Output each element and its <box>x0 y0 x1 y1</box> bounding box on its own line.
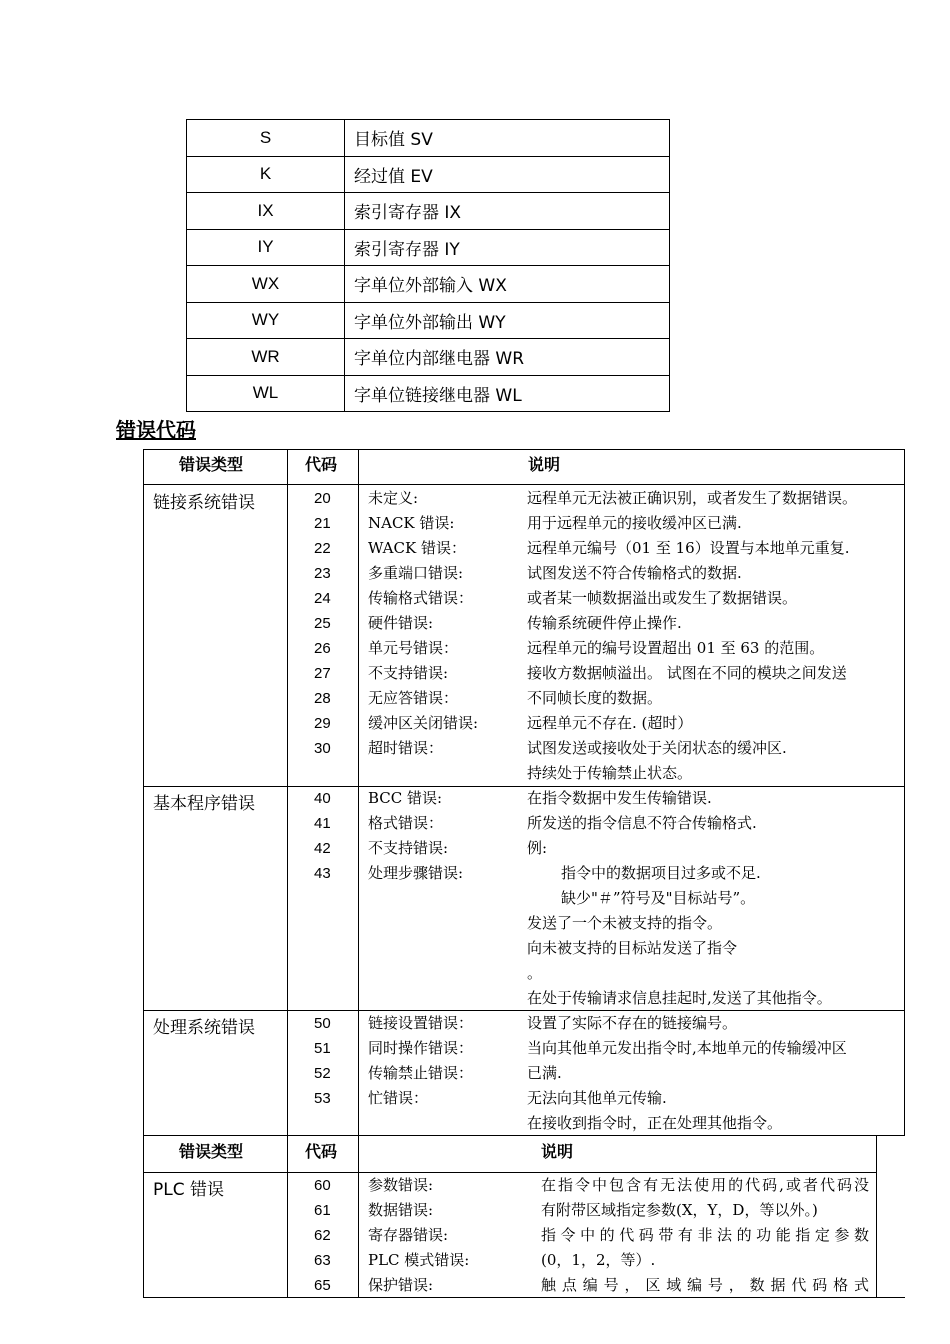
codes-link <box>314 486 334 761</box>
error-code: 43 <box>314 865 331 882</box>
device-desc: 字单位内部继电器 WR <box>345 339 670 376</box>
error-code: 27 <box>314 665 331 682</box>
error-code: 29 <box>314 715 331 732</box>
header2-code: 代码 <box>305 1142 338 1161</box>
section-heading: 错误代码 <box>116 418 196 442</box>
error-code: 62 <box>314 1227 331 1244</box>
device-desc: 目标值 SV <box>345 120 670 157</box>
error-name: 传输禁止错误： <box>368 1064 474 1082</box>
error-description: 或者某一帧数据溢出或发生了数据错误。 <box>527 589 798 607</box>
codes-basic <box>314 786 334 886</box>
device-row <box>187 156 670 193</box>
device-desc: 经过值 EV <box>345 156 670 193</box>
error-code: 60 <box>314 1177 331 1194</box>
error-code: 22 <box>314 540 331 557</box>
error-description: 远程单元的编号设置超出 01 至 63 的范围。 <box>527 639 825 657</box>
error-description: 试图发送或接收处于关闭状态的缓冲区. <box>527 739 787 757</box>
error-name: BCC 错误: <box>368 789 443 807</box>
error-name: 格式错误： <box>368 814 444 832</box>
error-name: 无应答错误： <box>368 689 459 707</box>
error-description: 指令中的代码带有非法的功能指定参数 <box>541 1226 869 1244</box>
error-description: 已满. <box>527 1064 562 1082</box>
error-code: 30 <box>314 740 331 757</box>
device-row <box>187 120 670 157</box>
device-code: WL <box>187 375 345 412</box>
device-row <box>187 302 670 339</box>
error-code: 23 <box>314 565 331 582</box>
header-code: 代码 <box>305 455 338 474</box>
category-link: 链接系统错误 <box>153 493 255 513</box>
error-name: 数据错误: <box>368 1201 434 1219</box>
error-name: WACK 错误： <box>368 539 466 557</box>
error-description: 持续处于传输禁止状态。 <box>527 764 693 782</box>
error-name: 多重端口错误: <box>368 564 464 582</box>
error-description: 设置了实际不存在的链接编号。 <box>527 1014 738 1032</box>
error-description: 不同帧长度的数据。 <box>527 689 663 707</box>
error-code: 65 <box>314 1277 331 1294</box>
error-name: 寄存器错误: <box>368 1226 449 1244</box>
error-code: 61 <box>314 1202 331 1219</box>
error-code: 21 <box>314 515 331 532</box>
error-description: 试图发送不符合传输格式的数据. <box>527 564 742 582</box>
error-description: 所发送的指令信息不符合传输格式. <box>527 814 757 832</box>
error-name: 不支持错误: <box>368 664 449 682</box>
error-name: 忙错误： <box>368 1089 429 1107</box>
device-desc: 字单位外部输入 WX <box>345 266 670 303</box>
names-plc <box>368 1173 469 1298</box>
error-code: 26 <box>314 640 331 657</box>
codes-plc <box>314 1173 334 1298</box>
category-plc: PLC 错误 <box>153 1180 224 1200</box>
error-description: 在指令数据中发生传输错误. <box>527 789 712 807</box>
device-code: IX <box>187 193 345 230</box>
error-description: 触点编号，区域编号，数据代码格式 <box>541 1276 869 1294</box>
header-type: 错误类型 <box>179 455 244 474</box>
desc-link <box>527 486 857 786</box>
error-description: 在指令中包含有无法使用的代码,或者代码没 <box>541 1176 869 1194</box>
error-description: (0，1，2，等）. <box>541 1251 656 1269</box>
desc-process <box>527 1011 847 1136</box>
error-description: 远程单元编号（01 至 16）设置与本地单元重复. <box>527 539 850 557</box>
error-name: 处理步骤错误: <box>368 864 464 882</box>
error-code: 20 <box>314 490 331 507</box>
error-name: 单元号错误： <box>368 639 459 657</box>
error-description: 指令中的数据项目过多或不足. <box>561 864 761 882</box>
header2-type: 错误类型 <box>179 1142 244 1161</box>
error-description: 在处于传输请求信息挂起时,发送了其他指令。 <box>527 989 832 1007</box>
device-row <box>187 266 670 303</box>
error-name: 参数错误: <box>368 1176 434 1194</box>
error-code: 53 <box>314 1090 331 1107</box>
error-description: 发送了一个未被支持的指令。 <box>527 914 723 932</box>
error-code: 50 <box>314 1015 331 1032</box>
error-description: 远程单元无法被正确识别，或者发生了数据错误。 <box>527 489 858 507</box>
error-code: 42 <box>314 840 331 857</box>
error-name: NACK 错误: <box>368 514 455 532</box>
error-description: 。 <box>527 964 543 982</box>
device-desc: 字单位外部输出 WY <box>345 302 670 339</box>
error-name: 同时操作错误： <box>368 1039 474 1057</box>
error-description: 向未被支持的目标站发送了指令 <box>527 939 738 957</box>
device-desc: 索引寄存器 IX <box>345 193 670 230</box>
device-code: WY <box>187 302 345 339</box>
error-code: 24 <box>314 590 331 607</box>
error-name: 超时错误： <box>368 739 444 757</box>
desc-basic <box>527 786 832 1011</box>
device-row <box>187 375 670 412</box>
error-name: 保护错误: <box>368 1276 434 1294</box>
error-description: 远程单元不存在. (超时） <box>527 714 693 732</box>
device-code: S <box>187 120 345 157</box>
error-name: 链接设置错误： <box>368 1014 474 1032</box>
error-description: 传输系统硬件停止操作. <box>527 614 682 632</box>
device-row <box>187 193 670 230</box>
error-code: 40 <box>314 790 331 807</box>
desc-plc <box>541 1173 869 1298</box>
error-name: 硬件错误: <box>368 614 434 632</box>
error-code: 51 <box>314 1040 331 1057</box>
error-description: 接收方数据帧溢出。 试图在不同的模块之间发送 <box>527 664 847 682</box>
error-name: 传输格式错误： <box>368 589 474 607</box>
device-code: K <box>187 156 345 193</box>
header2-desc: 说明 <box>541 1142 574 1161</box>
header-desc: 说明 <box>528 455 561 474</box>
device-row <box>187 339 670 376</box>
error-code: 63 <box>314 1252 331 1269</box>
error-description: 无法向其他单元传输. <box>527 1089 667 1107</box>
error-description: 有附带区域指定参数(X，Y，D，等以外。) <box>541 1201 818 1219</box>
device-desc: 字单位链接继电器 WL <box>345 375 670 412</box>
error-code: 41 <box>314 815 331 832</box>
device-table <box>186 119 670 412</box>
error-description: 在接收到指令时，正在处理其他指令。 <box>527 1114 783 1132</box>
device-code: WR <box>187 339 345 376</box>
category-basic: 基本程序错误 <box>153 794 255 814</box>
names-link <box>368 486 478 761</box>
error-name: 不支持错误: <box>368 839 449 857</box>
codes-process <box>314 1011 334 1111</box>
error-description: 用于远程单元的接收缓冲区已满. <box>527 514 742 532</box>
device-code: IY <box>187 229 345 266</box>
names-basic <box>368 786 463 886</box>
names-process <box>368 1011 473 1111</box>
category-process: 处理系统错误 <box>153 1018 255 1038</box>
error-description: 例: <box>527 839 548 857</box>
error-name: 未定义: <box>368 489 419 507</box>
error-code: 28 <box>314 690 331 707</box>
device-desc: 索引寄存器 IY <box>345 229 670 266</box>
error-code: 52 <box>314 1065 331 1082</box>
device-code: WX <box>187 266 345 303</box>
device-row <box>187 229 670 266</box>
error-code: 25 <box>314 615 331 632</box>
error-name: 缓冲区关闭错误: <box>368 714 479 732</box>
error-description: 当向其他单元发出指令时,本地单元的传输缓冲区 <box>527 1039 847 1057</box>
error-name: PLC 模式错误: <box>368 1251 470 1269</box>
error-description: 缺少"＃”符号及"目标站号”。 <box>561 889 756 907</box>
